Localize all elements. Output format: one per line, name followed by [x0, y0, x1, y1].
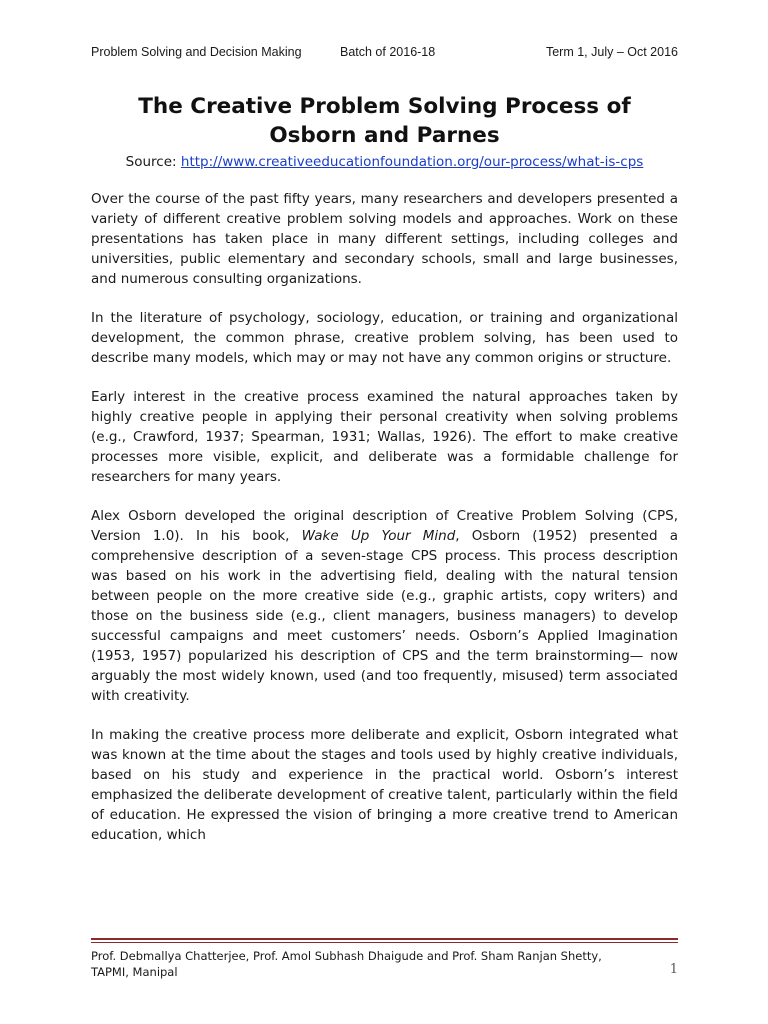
- document-body: [91, 189, 678, 864]
- page-header: [91, 45, 678, 63]
- title-line-1: The Creative Problem Solving Process of: [138, 94, 631, 119]
- source-link[interactable]: http://www.creativeeducationfoundation.org/our-process/what-is-cps: [180, 154, 644, 170]
- paragraph-4-part-b: , Osborn (1952) presented a comprehensive description of a seven-stage CPS process. This process description was based on his work in the advertising field, dealing with the natural tension between people on the more creative side (e.g., graphic artists, copy writers) and those on the business side (e.g., client managers, business managers) to develop successful campaigns and meet customers’ needs. Osborn’s Applied Imagination (1953, 1957) popularized his description of CPS and the term brainstorming— now arguably the most widely known, used (and too frequently, misused) term associated with creativity.: [91, 528, 679, 704]
- paragraph-2: In the literature of psychology, sociology, education, or training and organizational development, the common phrase, creative problem solving, has been used to describe many models, which may or may not have any common origins or structure.: [91, 310, 678, 366]
- footer-rule-thick: [91, 938, 678, 940]
- footer-institution: TAPMI, Manipal: [91, 965, 178, 979]
- footer-rule-thin: [91, 942, 678, 943]
- title-line-2: Osborn and Parnes: [269, 123, 500, 148]
- page-number: 1: [669, 962, 678, 977]
- paragraph-4-part-a: Alex Osborn developed the original description of Creative Problem Solving (CPS, Version 1.0). In his book,: [91, 508, 678, 544]
- page-footer: [91, 948, 631, 980]
- paragraph-1: Over the course of the past fifty years, many researchers and developers presented a variety of different creative problem solving models and approaches. Work on these presentations has taken place in many different settings, including colleges and universities, public elementary and secondary schools, small and large businesses, and numerous consulting organizations.: [91, 191, 678, 287]
- paragraph-4: [91, 506, 678, 706]
- document-title: [91, 92, 678, 150]
- header-term: Term 1, July – Oct 2016: [545, 45, 678, 59]
- source-line: [91, 152, 678, 172]
- footer-authors: Prof. Debmallya Chatterjee, Prof. Amol Subhash Dhaigude and Prof. Sham Ranjan Shetty,: [91, 949, 602, 963]
- header-batch: Batch of 2016-18: [340, 45, 436, 59]
- paragraph-3: Early interest in the creative process examined the natural approaches taken by highly creative people in applying their personal creativity when solving problems (e.g., Crawford, 1937; Spearman, 1931; Wallas, 1926). The effort to make creative processes more visible, explicit, and deliberate was a formidable challenge for researchers for many years.: [91, 389, 678, 485]
- book-title: Wake Up Your Mind: [301, 528, 456, 544]
- source-label: Source:: [125, 154, 181, 170]
- header-course: Problem Solving and Decision Making: [91, 45, 302, 59]
- paragraph-5: In making the creative process more deliberate and explicit, Osborn integrated what was known at the time about the stages and tools used by highly creative individuals, based on his study and experience in the practical world. Osborn’s interest emphasized the deliberate development of creative talent, particularly within the field of education. He expressed the vision of bringing a more creative trend to American education, which: [91, 727, 678, 843]
